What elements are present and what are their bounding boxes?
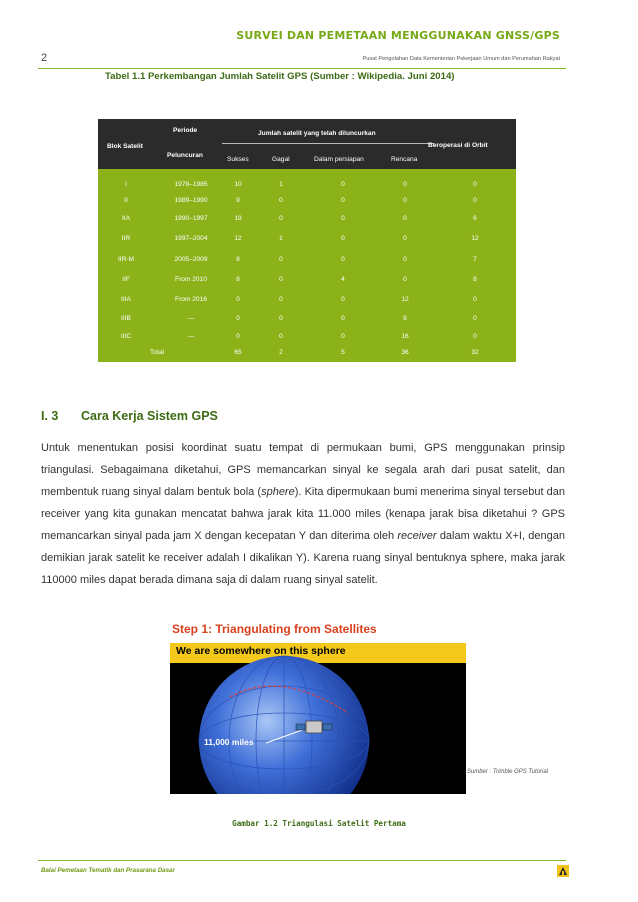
table-total-label: Total <box>150 349 164 356</box>
triangulation-figure <box>170 620 466 794</box>
table-cell-gagal: 0 <box>279 215 283 222</box>
table-cell-blok: IIF <box>122 276 130 283</box>
table-cell-orbit: 0 <box>473 181 477 188</box>
header-sukses: Sukses <box>227 156 249 163</box>
paragraph-part-1: Untuk menentukan posisi koordinat suatu tempat di permukaan bumi, GPS menggunakan prinsip triangulasi. Sebagaimana diketahui, GPS memancarkan sinyal ke segala arah dari pusat satelit, dan membentuk ruang sinyal dalam bentuk bola ( <box>41 442 565 498</box>
page-number: 2 <box>41 52 48 64</box>
table-cell-gagal: 0 <box>279 197 283 204</box>
table-cell-orbit: 7 <box>473 256 477 263</box>
table-cell-orbit: 0 <box>473 296 477 303</box>
table-cell-blok: IIIC <box>120 333 132 340</box>
table-cell-orbit: 6 <box>473 215 477 222</box>
table-caption: Tabel 1.1 Perkembangan Jumlah Satelit GPS (Sumber : Wikipedia. Juni 2014) <box>105 71 455 82</box>
table-cell-periode: From 2016 <box>175 296 207 303</box>
table-cell-orbit: 12 <box>471 235 479 242</box>
table-cell-persiapan: 0 <box>341 181 345 188</box>
table-cell-periode: — <box>187 333 195 340</box>
figure-source: Sumber : Trimble GPS Tutorial <box>466 769 548 775</box>
table-cell-blok: IIIA <box>121 296 131 303</box>
footer-text: Balai Pemetaan Tematik dan Prasarana Dasar <box>41 867 175 874</box>
table-cell-periode: 1978–1985 <box>174 181 208 188</box>
table-cell-rencana: 8 <box>403 315 407 322</box>
table-cell-gagal: 0 <box>279 315 283 322</box>
table-cell-persiapan: 4 <box>341 276 345 283</box>
header-periode: Periode <box>173 127 198 134</box>
figure-title: Step 1: Triangulating from Satellites <box>172 622 377 636</box>
table-cell-periode: 2005–2009 <box>174 256 208 263</box>
table-cell-gagal: 0 <box>279 333 283 340</box>
table-total-persiapan: 5 <box>341 349 345 356</box>
table-total-sukses: 65 <box>234 349 242 356</box>
paragraph-part-3: dalam waktu X+I, dengan demikian jarak satelit ke receiver adalah I dikalikan Y). Karena ruang sinyal bentuknya sphere, maka jarak 110000 miles dapat berada dimana saja di dalam ruang sinyal satelit. <box>41 530 566 586</box>
header-peluncuran: Peluncuran <box>167 152 203 159</box>
table-cell-sukses: 9 <box>236 197 240 204</box>
table-cell-orbit: 8 <box>473 276 477 283</box>
table-cell-blok: IIA <box>121 215 131 222</box>
section-title: Cara Kerja Sistem GPS <box>81 409 218 423</box>
table-cell-sukses: 19 <box>234 215 242 222</box>
header-blok: Blok Satelit <box>107 143 143 150</box>
table-total-gagal: 2 <box>279 349 283 356</box>
section-number: I. 3 <box>41 409 59 423</box>
table-cell-sukses: 0 <box>236 315 240 322</box>
ministry-logo-icon <box>557 865 569 877</box>
paragraph-receiver-term: receiver <box>397 530 437 542</box>
table-cell-blok: IIR <box>121 235 131 242</box>
header-orbit: Beroperasi di Orbit <box>428 142 488 149</box>
table-cell-rencana: 0 <box>403 181 407 188</box>
table-cell-rencana: 16 <box>401 333 409 340</box>
table-cell-blok: IIIB <box>121 315 131 322</box>
table-cell-sukses: 12 <box>234 235 242 242</box>
table-total-rencana: 36 <box>401 349 409 356</box>
table-cell-gagal: 0 <box>279 296 283 303</box>
header-subline <box>222 143 434 144</box>
table-cell-rencana: 0 <box>403 256 407 263</box>
table-total-orbit: 32 <box>471 349 479 356</box>
table-cell-blok: IIR-M <box>117 256 135 263</box>
figure-subtitle: We are somewhere on this sphere <box>176 645 346 657</box>
table-cell-rencana: 0 <box>403 197 407 204</box>
table-cell-rencana: 12 <box>401 296 409 303</box>
figure-image <box>170 643 466 794</box>
document-running-title: SURVEI DAN PEMETAAN MENGGUNAKAN GNSS/GPS <box>236 29 560 42</box>
paragraph-sphere-term: sphere <box>261 486 295 498</box>
table-cell-sukses: 0 <box>236 296 240 303</box>
signal-sphere-graphic <box>170 643 466 794</box>
table-cell-persiapan: 0 <box>341 333 345 340</box>
table-cell-blok: I <box>125 181 127 188</box>
table-cell-blok: II <box>124 197 128 204</box>
table-cell-gagal: 1 <box>279 181 283 188</box>
table-cell-periode: 1989–1990 <box>174 197 208 204</box>
table-cell-gagal: 0 <box>279 276 283 283</box>
distance-label: 11,000 miles <box>204 737 254 747</box>
table-cell-persiapan: 0 <box>341 315 345 322</box>
table-cell-persiapan: 0 <box>341 197 345 204</box>
table-cell-periode: From 2010 <box>175 276 207 283</box>
table-cell-sukses: 8 <box>236 256 240 263</box>
figure-caption: Gambar 1.2 Triangulasi Satelit Pertama <box>232 819 406 828</box>
header-divider <box>38 68 566 69</box>
table-cell-sukses: 0 <box>236 333 240 340</box>
header-persiapan: Dalam persiapan <box>314 156 364 163</box>
table-cell-periode: 1990–1997 <box>174 215 208 222</box>
section-heading <box>41 409 218 423</box>
table-cell-sukses: 10 <box>234 181 242 188</box>
header-jumlah: Jumlah satelit yang telah diluncurkan <box>258 130 376 137</box>
table-cell-gagal: 1 <box>279 235 283 242</box>
table-cell-rencana: 0 <box>403 276 407 283</box>
paragraph-part-2: ). Kita dipermukaan bumi menerima sinyal tersebut dan receiver yang kita gunakan mencatat bahwa jarak kita 11.000 miles (kenapa jarak bisa diketahui ? GPS memancarkan sinyal pada jam X dengan kecepatan Y dan diterima oleh <box>41 486 565 542</box>
table-cell-gagal: 0 <box>279 256 283 263</box>
table-cell-orbit: 0 <box>473 315 477 322</box>
table-cell-sukses: 8 <box>236 276 240 283</box>
table-cell-orbit: 0 <box>473 333 477 340</box>
footer-divider <box>38 860 566 861</box>
header-gagal: Gagal <box>272 156 290 163</box>
table-cell-orbit: 0 <box>473 197 477 204</box>
table-cell-persiapan: 0 <box>341 235 345 242</box>
table-cell-periode: 1997–2004 <box>174 235 208 242</box>
table-cell-rencana: 0 <box>403 235 407 242</box>
body-paragraph <box>41 437 565 591</box>
table-header <box>98 119 516 169</box>
table-cell-persiapan: 0 <box>341 215 345 222</box>
table-cell-rencana: 0 <box>403 215 407 222</box>
table-cell-persiapan: 0 <box>341 296 345 303</box>
satellite-table <box>98 119 516 362</box>
institution-name: Pusat Pengolahan Data Kementerian Pekerjaan Umum dan Perumahan Rakyat <box>362 56 560 62</box>
table-cell-periode: — <box>187 315 195 322</box>
header-rencana: Rencana <box>391 156 418 163</box>
table-cell-persiapan: 0 <box>341 256 345 263</box>
